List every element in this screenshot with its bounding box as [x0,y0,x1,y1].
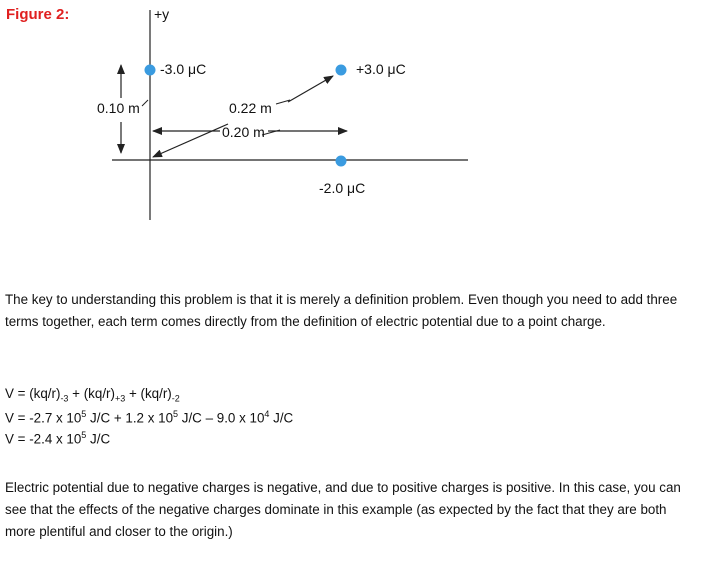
charge-dot-bottom [336,156,347,167]
axis-label-plus-y: +y [154,6,170,22]
distance-label-diagonal: 0.22 m [229,100,272,116]
diagonal-arrow-lower [153,124,228,157]
eq1-sub-c: -2 [171,393,180,404]
eq2-term-d: J/C [269,410,294,426]
eq1-term-a: V = (kq/r) [5,386,61,401]
diagonal-arrow-upper [288,76,333,102]
eq2-sup-a: 5 [81,409,87,419]
equation-line-2 [5,405,293,427]
eq1-sub-b: +3 [114,393,126,404]
equation-line-3 [5,426,110,448]
eq3-sup-a: 5 [81,430,87,440]
charge-dot-top-right [336,65,347,76]
eq2-term-b: J/C + 1.2 x 10 [86,410,174,426]
eq3-term-b: J/C [86,431,111,447]
figure-label: Figure 2: [6,6,70,23]
eq3-term-a: V = -2.4 x 10 [5,431,82,447]
distance-label-vertical: 0.10 m [97,100,140,116]
leader-line-022 [276,100,290,104]
charge-label-top-left: -3.0 μC [160,61,207,77]
distance-label-horizontal: 0.20 m [222,124,265,140]
eq1-term-b: + (kq/r) [68,386,115,401]
leader-line-010 [142,100,148,106]
eq1-term-c: + (kq/r) [125,386,172,401]
paragraph-conclusion: Electric potential due to negative charges is negative, and due to positive charges is positive. In this case, you can see that the effects of the negative charges dominate in this example (as expected by the fact that they are both more plentiful and closer to the origin.) [5,480,681,539]
eq1-sub-a: -3 [60,393,69,404]
charge-label-bottom: -2.0 μC [319,180,366,196]
eq2-sup-c: 4 [264,409,270,419]
charge-diagram [0,0,706,240]
charge-dot-top-left [145,65,156,76]
charge-label-top-right: +3.0 μC [356,61,406,77]
eq2-sup-b: 5 [173,409,179,419]
eq2-term-a: V = -2.7 x 10 [5,410,82,426]
eq2-term-c: J/C – 9.0 x 10 [178,410,265,426]
paragraph-explanation: The key to understanding this problem is that it is merely a definition problem. Even though you need to add three terms together, each term comes directly from the definition of electric potential due to a point charge. [5,292,678,329]
